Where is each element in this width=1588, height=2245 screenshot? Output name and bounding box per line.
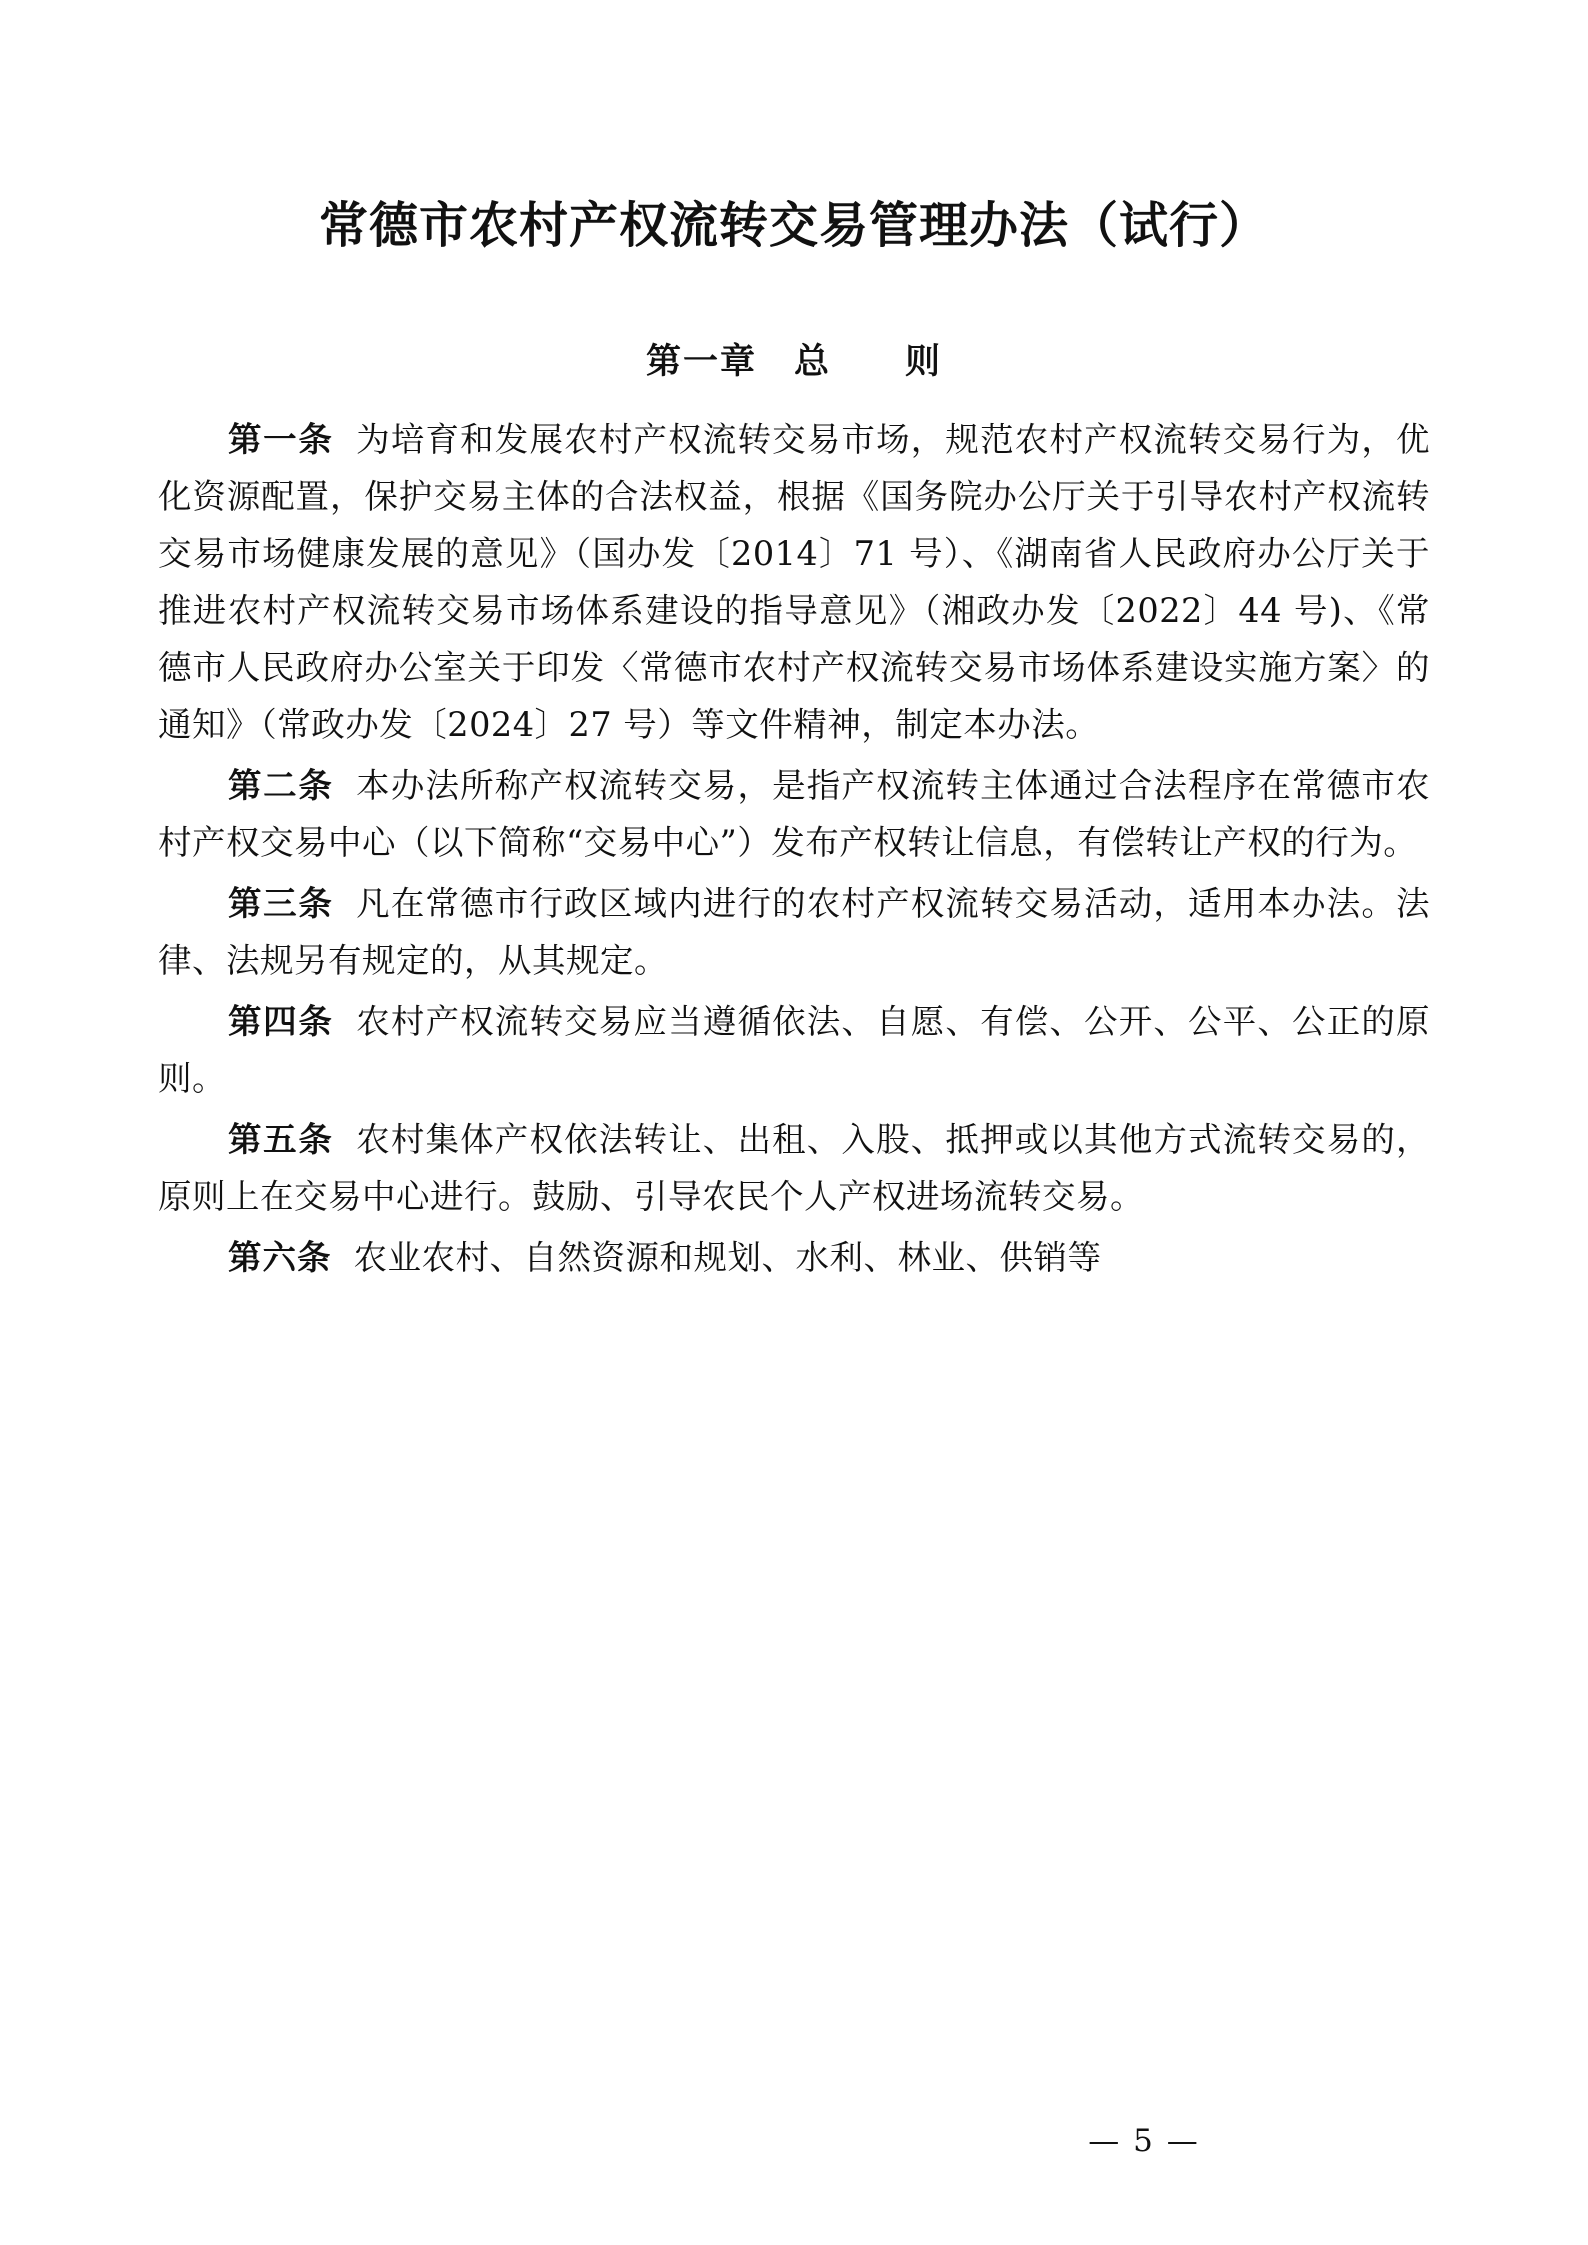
article-label: 第六条 xyxy=(228,1237,332,1277)
article-text: 农村集体产权依法转让、出租、入股、抵押或以其他方式流转交易的，原则上在交易中心进行。鼓励、引导农民个人产权进场流转交易。 xyxy=(158,1119,1431,1216)
article-text: 农业农村、自然资源和规划、水利、林业、供销等 xyxy=(353,1237,1102,1277)
article-text: 凡在常德市行政区域内进行的农村产权流转交易活动，适用本办法。法律、法规另有规定的，从其规定。 xyxy=(158,883,1431,980)
body-text xyxy=(158,383,1430,1286)
article-text: 为培育和发展农村产权流转交易市场，规范农村产权流转交易行为，优化资源配置，保护交易主体的合法权益，根据《国务院办公厅关于引导农村产权流转交易市场健康发展的意见》（国办发〔2014〕71 号）、《湖南省人民政府办公厅关于推进农村产权流转交易市场体系建设的指导意见》（湘政办发〔2022〕44 号)、《常德市人民政府办公室关于印发〈常德市农村产权流转交易市场体系建设实施方案〉的通知》（常政办发〔2024〕27 号）等文件精神，制定本办法。 xyxy=(158,419,1431,744)
article-label: 第三条 xyxy=(228,883,334,923)
article-paragraph xyxy=(158,1111,1430,1225)
article-paragraph xyxy=(158,1229,1430,1286)
article-text: 本办法所称产权流转交易，是指产权流转主体通过合法程序在常德市农村产权交易中心（以下简称“交易中心”）发布产权转让信息，有偿转让产权的行为。 xyxy=(158,765,1431,862)
article-label: 第四条 xyxy=(228,1001,334,1041)
page-number xyxy=(0,2123,1588,2159)
article-label: 第五条 xyxy=(228,1119,334,1159)
article-text: 农村产权流转交易应当遵循依法、自愿、有偿、公开、公平、公正的原则。 xyxy=(158,1001,1431,1098)
page-title: 常德市农村产权流转交易管理办法（试行） xyxy=(318,196,1269,254)
article-paragraph xyxy=(158,757,1430,871)
article-paragraph xyxy=(158,411,1430,753)
page-number-value: — 5 — xyxy=(1088,2123,1200,2159)
article-label: 第二条 xyxy=(228,765,334,805)
article-label: 第一条 xyxy=(228,419,334,459)
article-paragraph xyxy=(158,875,1430,989)
article-paragraph xyxy=(158,993,1430,1107)
chapter-heading: 第一章 总 则 xyxy=(645,340,942,382)
page-content xyxy=(158,0,1430,2245)
